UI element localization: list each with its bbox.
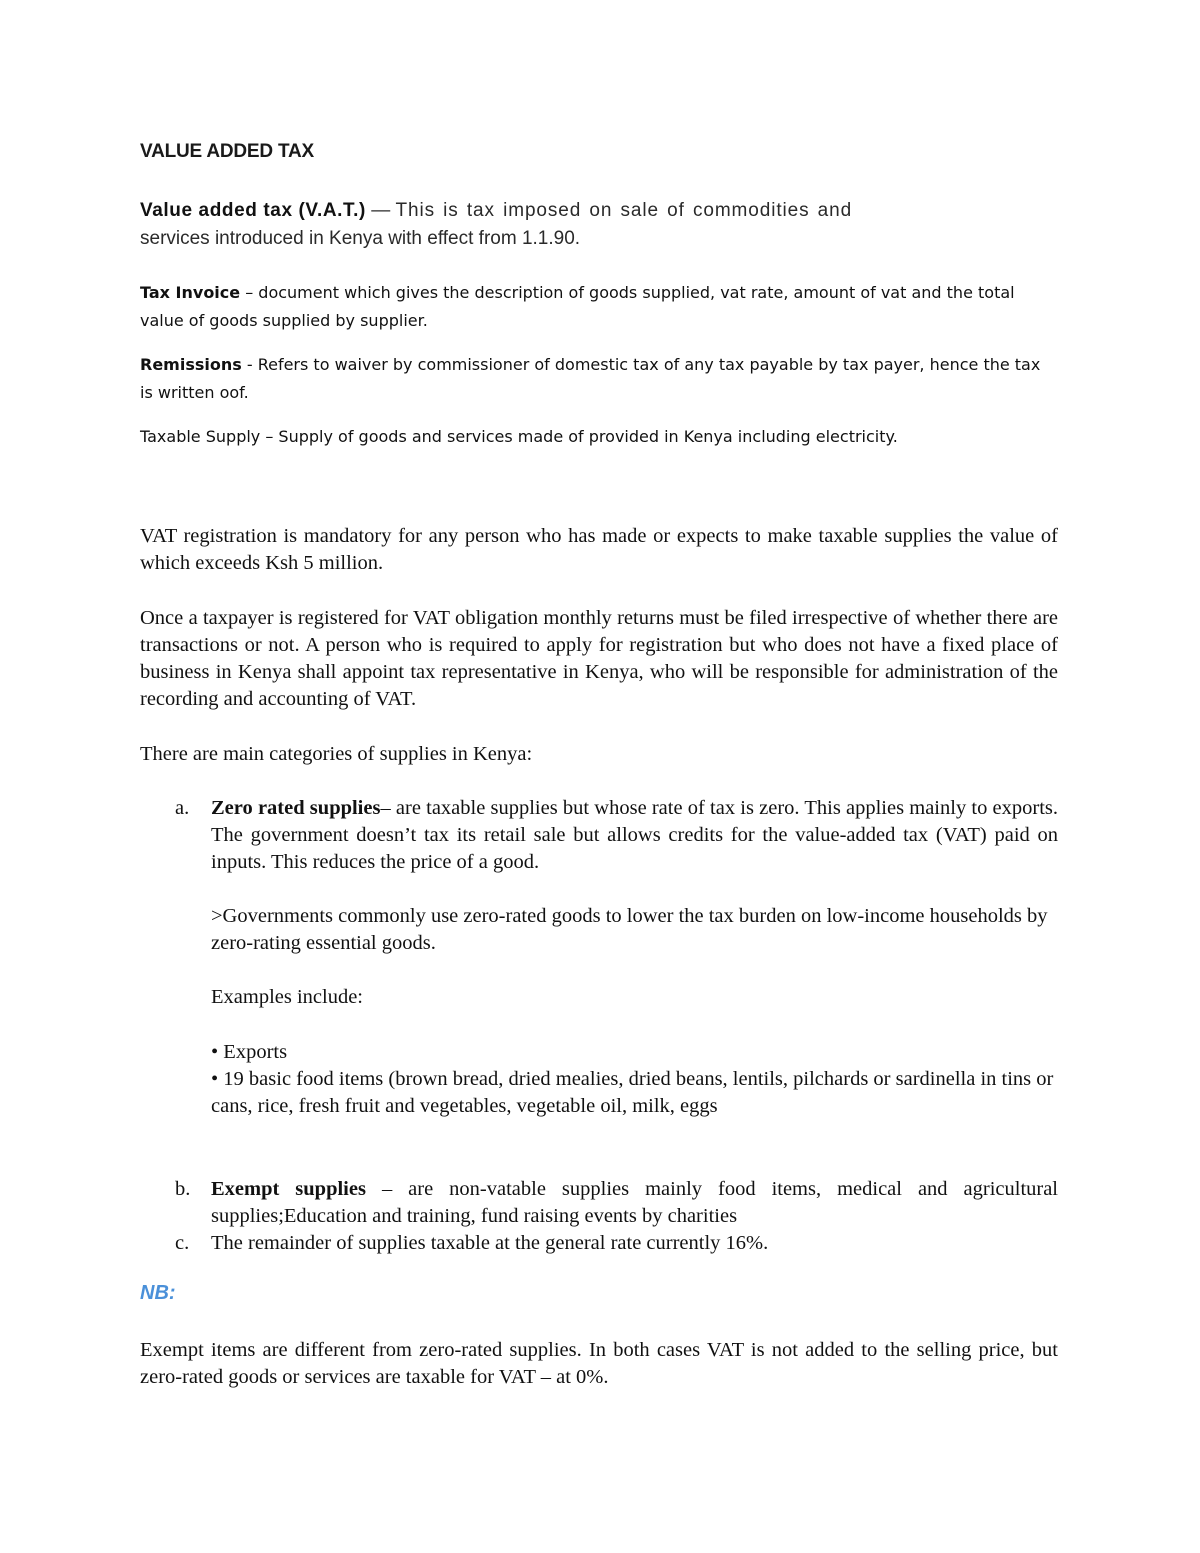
exempt-text (211, 1176, 1058, 1230)
examples-label: Examples include: (211, 986, 363, 1008)
nb-paragraph: Exempt items are different from zero-rated supplies. In both cases VAT is not added to the selling price, but zero-rated goods or services are taxable for VAT – at 0%. (140, 1339, 1058, 1388)
vat-definition (140, 197, 930, 253)
list-item-exempt (140, 1176, 1058, 1230)
vat-definition-line-1 (140, 197, 930, 225)
registration-paragraph: VAT registration is mandatory for any person who has made or expects to make taxable supplies the value of which exceeds Ksh 5 million. (140, 525, 1058, 574)
vat-definition-line-2: services introduced in Kenya with effect from 1.1.90. (140, 228, 581, 249)
list-marker-a: a. (175, 797, 190, 819)
exempt-description: – are non-vatable supplies mainly food items, medical and agricultural supplies;Education and training, fund raising events by charities (211, 1178, 1059, 1227)
remissions-definition (140, 351, 1050, 407)
vat-term: Value added tax (V.A.T.) (140, 200, 366, 221)
list-item-general-rate (140, 1230, 1058, 1257)
zero-rated-note: >Governments commonly use zero-rated goods to lower the tax burden on low-income households by zero-rating essential goods. (211, 905, 1048, 954)
taxable-supply-definition: Taxable Supply – Supply of goods and services made of provided in Kenya including electricity. (140, 427, 898, 446)
example-item-exports: • Exports (211, 1041, 288, 1063)
categories-intro: There are main categories of supplies in Kenya: (140, 743, 533, 765)
nb-heading: NB: (140, 1282, 176, 1304)
vat-definition-text-1: This is tax imposed on sale of commodities and (395, 200, 853, 221)
example-item-food: • 19 basic food items (brown bread, dried mealies, dried beans, lentils, pilchards or sardinella in tins or cans, rice, fresh fruit and vegetables, vegetable oil, milk, eggs (211, 1068, 1054, 1117)
zero-rated-term: Zero rated supplies (211, 797, 381, 819)
zero-rated-text (211, 795, 1058, 876)
remissions-text: - Refers to waiver by commissioner of domestic tax of any tax payable by tax payer, hence the tax is written oof. (140, 355, 1041, 402)
document-title: VALUE ADDED TAX (140, 141, 314, 162)
vat-dash: — (365, 200, 396, 221)
general-rate-text: The remainder of supplies taxable at the general rate currently 16%. (211, 1232, 769, 1254)
list-marker-b: b. (175, 1178, 191, 1200)
obligation-paragraph: Once a taxpayer is registered for VAT obligation monthly returns must be filed irrespective of whether there are transactions or not. A person who is required to apply for registration but who does not have a fixed place of business in Kenya shall appoint tax representative in Kenya, who will be responsible for administration of the recording and accounting of VAT. (140, 607, 1058, 710)
tax-invoice-text: – document which gives the description of goods supplied, vat rate, amount of vat and the total value of goods supplied by supplier. (140, 283, 1015, 330)
list-item-zero-rated (140, 795, 1058, 876)
zero-rated-description: – are taxable supplies but whose rate of tax is zero. This applies mainly to exports. The government doesn’t tax its retail sale but allows credits for the value-added tax (VAT) paid on inputs. This reduces the price of a good. (211, 797, 1058, 873)
remissions-term: Remissions (140, 355, 242, 374)
examples-list (211, 1039, 1058, 1120)
list-marker-c: c. (175, 1232, 190, 1254)
tax-invoice-term: Tax Invoice (140, 283, 241, 302)
tax-invoice-definition (140, 279, 1050, 335)
exempt-term: Exempt supplies (211, 1178, 366, 1200)
